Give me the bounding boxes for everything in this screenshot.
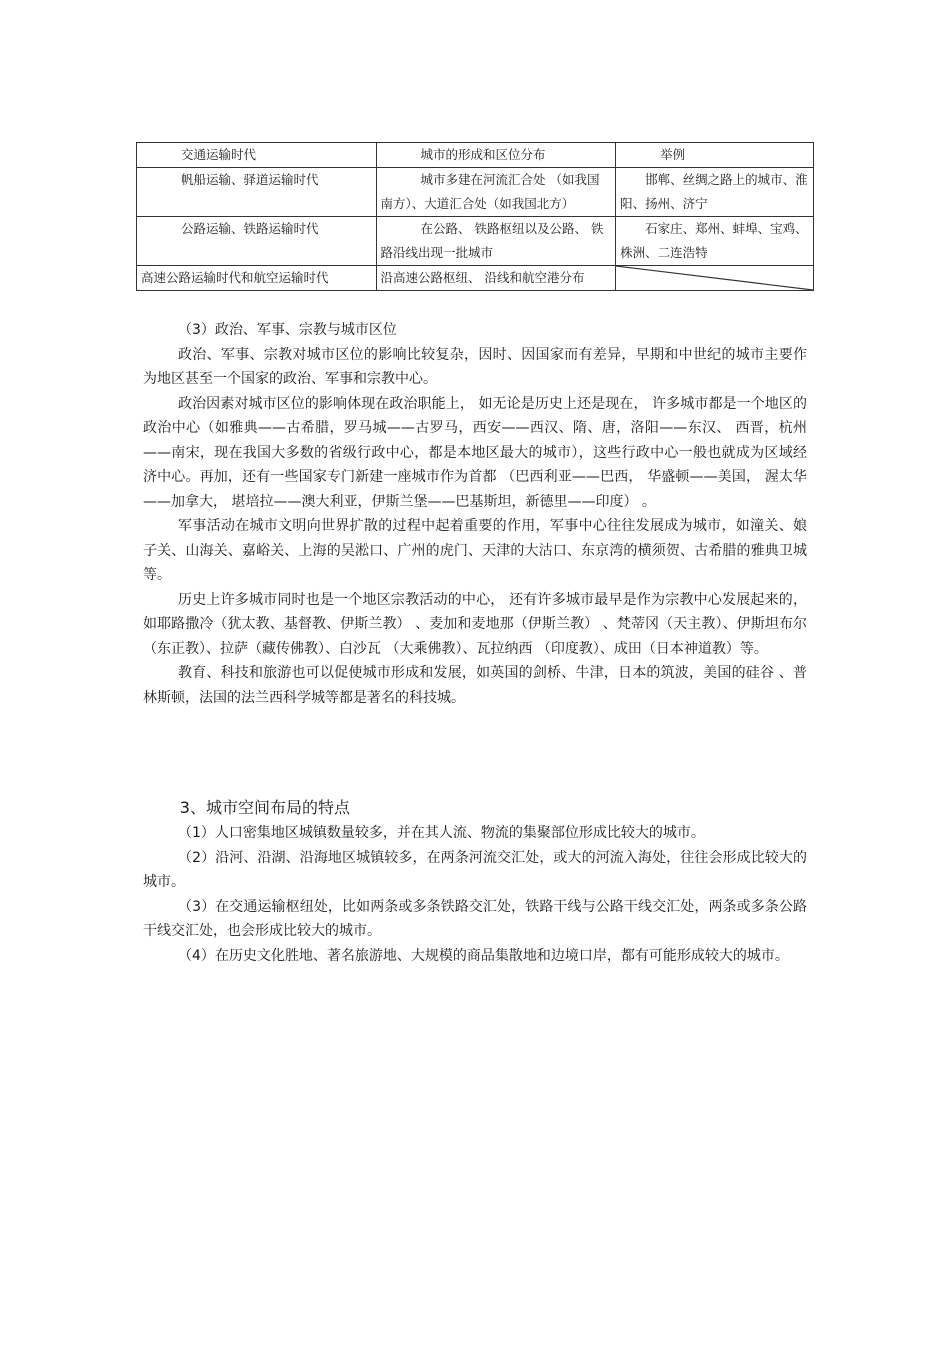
table-cell: 在公路、 铁路枢纽以及公路、 铁路沿线出现一批城市 xyxy=(376,217,616,266)
paragraph: 政治、军事、宗教对城市区位的影响比较复杂，因时、因国家而有差异，早期和中世纪的城市主要作为地区甚至一个国家的政治、军事和宗教中心。 xyxy=(143,346,807,387)
transport-era-table xyxy=(136,142,814,291)
table-cell: 邯郸、丝绸之路上的城市、淮阳、扬州、济宁 xyxy=(616,168,814,217)
table-cell: 沿高速公路枢纽、 沿线和航空港分布 xyxy=(376,266,616,291)
table-header-cell: 举例 xyxy=(616,143,814,168)
table-row xyxy=(137,217,814,266)
table-header-cell: 城市的形成和区位分布 xyxy=(376,143,616,168)
paragraph: 军事活动在城市文明向世界扩散的过程中起着重要的作用，军事中心往往发展成为城市，如潼关、娘子关、山海关、嘉峪关、上海的吴淞口、广州的虎门、天津的大沽口、东京湾的横须贺、古希腊的雅典卫城等。 xyxy=(143,518,807,583)
paragraph: 教育、科技和旅游也可以促使城市形成和发展，如英国的剑桥、牛津，日本的筑波，美国的硅谷 、普林斯顿，法国的法兰西科学城等都是著名的科技城。 xyxy=(143,665,807,706)
table-cell: 帆船运输、驿道运输时代 xyxy=(137,168,377,217)
diagonal-line xyxy=(616,266,813,290)
section-spatial-layout xyxy=(143,795,807,968)
table-cell: 高速公路运输时代和航空运输时代 xyxy=(137,266,377,291)
list-item: （1）人口密集地区城镇数量较多，并在其人流、物流的集聚部位形成比较大的城市。 xyxy=(178,825,705,841)
paragraph: 政治因素对城市区位的影响体现在政治职能上， 如无论是历史上还是现在， 许多城市都是一个地区的政治中心（如雅典——古希腊，罗马城——古罗马，西安——西汉、隋、唐，洛阳——东汉、 西晋，杭州——南宋，现在我国大多数的省级行政中心，都是本地区最大的城市），这些行政中心一般也就成为区域经济中心。再加，还有一些国家专门新建一座城市作为首都 （巴西利亚——巴西， 华盛顿——美国， 渥太华——加拿大， 堪培拉——澳大利亚，伊斯兰堡——巴基斯坦，新德里——印度） 。 xyxy=(143,395,807,510)
section-heading: 3、城市空间布局的特点 xyxy=(179,798,350,817)
table-header-cell: 交通运输时代 xyxy=(137,143,377,168)
section-title: （3）政治、军事、宗教与城市区位 xyxy=(178,322,397,338)
table-row xyxy=(137,266,814,291)
table-cell-empty-diagonal xyxy=(616,266,814,291)
section-politics-military-religion xyxy=(143,318,807,710)
table-row xyxy=(137,168,814,217)
table-cell: 石家庄、郑州、蚌埠、宝鸡、株洲、二连浩特 xyxy=(616,217,814,266)
list-item: （3）在交通运输枢纽处，比如两条或多条铁路交汇处，铁路干线与公路干线交汇处，两条或多条公路干线交汇处，也会形成比较大的城市。 xyxy=(143,898,807,939)
table-cell: 公路运输、铁路运输时代 xyxy=(137,217,377,266)
table-cell: 城市多建在河流汇合处 （如我国南方）、大道汇合处（如我国北方） xyxy=(376,168,616,217)
paragraph: 历史上许多城市同时也是一个地区宗教活动的中心， 还有许多城市最早是作为宗教中心发展起来的，如耶路撒冷（犹太教、基督教、伊斯兰教） 、麦加和麦地那（伊斯兰教） 、梵蒂冈（天主教）、伊斯坦布尔 （东正教）、拉萨（藏传佛教）、白沙瓦 （大乘佛教）、瓦拉纳西 （印度教）、成田（日本神道教）等。 xyxy=(143,591,807,657)
table-header-row xyxy=(137,143,814,168)
list-item: （4）在历史文化胜地、著名旅游地、大规模的商品集散地和边境口岸，都有可能形成较大的城市。 xyxy=(178,947,789,964)
list-item: （2）沿河、沿湖、沿海地区城镇较多，在两条河流交汇处，或大的河流入海处，往往会形成比较大的城市。 xyxy=(143,849,807,890)
